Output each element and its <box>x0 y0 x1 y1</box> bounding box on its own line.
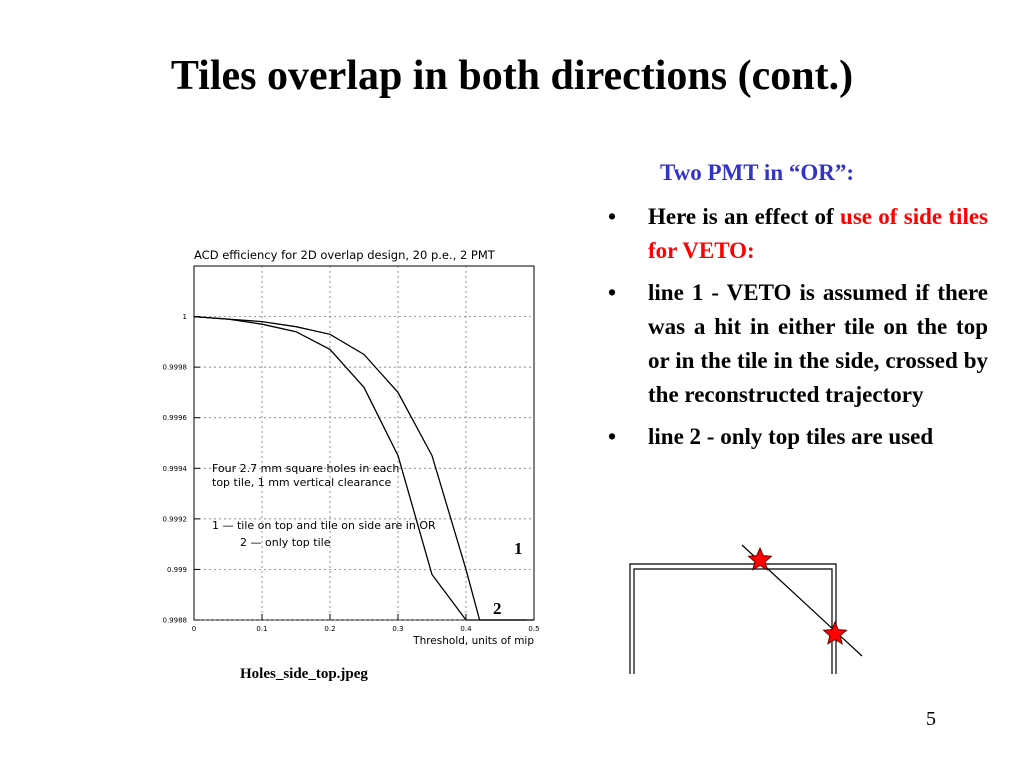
tile-outline <box>630 564 836 674</box>
bullet-text: line 1 - VETO is assumed if there was a hit in either tile on the top or in the tile in the side, crossed by the reconstructed trajectory <box>648 280 988 407</box>
y-tick-label: 0.9992 <box>162 515 187 524</box>
bullet-list <box>608 200 988 462</box>
annotation-line: Four 2.7 mm square holes in each <box>212 462 400 475</box>
bullet-item <box>608 276 988 412</box>
line-label-1: 1 <box>514 539 523 558</box>
bullet-item <box>608 420 988 454</box>
x-tick-label: 0.1 <box>256 625 268 633</box>
line-label-2: 2 <box>493 599 502 618</box>
y-tick-label: 1 <box>182 313 187 322</box>
annotation-line: top tile, 1 mm vertical clearance <box>212 476 392 489</box>
bullet-highlight: use of side tiles for VETO: <box>648 204 988 263</box>
subheading: Two PMT in “OR”: <box>660 160 855 185</box>
page-number: 5 <box>926 708 936 730</box>
x-axis-label: Threshold, units of mip <box>413 635 534 647</box>
bullet-text: line 2 - only top tiles are used <box>648 424 934 449</box>
y-tick-label: 0.9988 <box>162 616 187 625</box>
annotation-line: 2 — only top tile <box>240 536 331 549</box>
slide-title: Tiles overlap in both directions (cont.) <box>170 53 854 99</box>
x-tick-label: 0.3 <box>392 625 404 633</box>
x-tick-label: 0 <box>191 625 197 633</box>
bullet-glyph: • <box>608 424 617 449</box>
hit-star-icon <box>824 622 847 644</box>
y-tick-label: 0.9994 <box>162 464 187 473</box>
hit-star-icon <box>749 548 772 570</box>
bullet-text: Here is an effect of <box>648 204 841 229</box>
y-tick-label: 0.9998 <box>162 363 187 372</box>
y-tick-label: 0.999 <box>166 565 187 574</box>
figure-caption: Holes_side_top.jpeg <box>240 666 368 682</box>
plot-frame <box>194 266 534 620</box>
bullet-glyph: • <box>608 204 617 229</box>
annotation-line: 1 — tile on top and tile on side are in OR <box>212 519 436 532</box>
chart-title: ACD efficiency for 2D overlap design, 20 p.e., 2 PMT <box>194 248 495 262</box>
bullet-item <box>608 200 988 268</box>
x-tick-label: 0.4 <box>460 625 472 633</box>
bullet-glyph: • <box>608 280 617 305</box>
tile-diagram <box>620 540 870 680</box>
x-tick-label: 0.2 <box>324 625 336 633</box>
y-tick-label: 0.9996 <box>162 414 187 423</box>
efficiency-plot <box>158 240 548 650</box>
x-tick-label: 0.5 <box>528 625 540 633</box>
